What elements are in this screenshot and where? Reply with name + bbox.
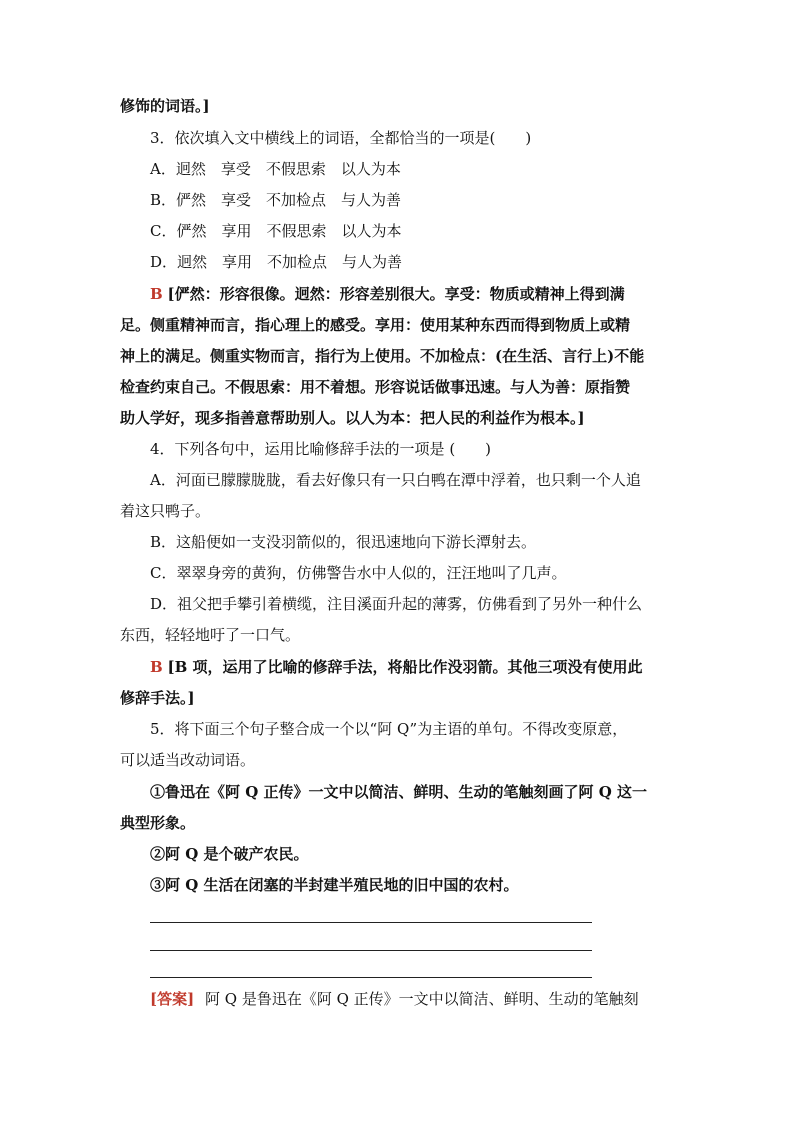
question-5-stem: 5．将下面三个句子整合成一个以“阿 Q”为主语的单句。不得改变原意，	[150, 720, 628, 738]
answer-tag: [答案]	[150, 990, 195, 1008]
text-line: 修饰的词语。]	[120, 97, 210, 115]
question-4-option-c: C．翠翠身旁的黄狗，仿佛警告水中人似的，汪汪地叫了几声。	[150, 564, 567, 582]
question-5-stem-cont: 可以适当改动词语。	[120, 751, 256, 769]
answer-letter: B	[150, 658, 163, 676]
answer-text: [俨然：形容很像。迥然：形容差别很大。享受：物质或精神上得到满	[167, 285, 625, 303]
question-4-option-a: A．河面已朦朦胧胧，看去好像只有一只白鸭在潭中浮着，也只剩一个人追	[150, 471, 641, 489]
question-4-option-d: D．祖父把手攀引着横缆，注目溪面升起的薄雾，仿佛看到了另外一种什么	[150, 595, 643, 613]
answer-3-explanation: 神上的满足。侧重实物而言，指行为上使用。不加检点：(在生活、言行上)不能	[120, 347, 645, 365]
question-3-stem: 3．依次填入文中横线上的词语，全都恰当的一项是( )	[150, 129, 532, 147]
question-3-option-a: A．迥然 享受 不假思索 以人为本	[150, 160, 401, 178]
question-4-option-a-cont: 着这只鸭子。	[120, 502, 211, 520]
answer-blank-line	[150, 977, 592, 978]
sentence-3: ③阿 Q 生活在闭塞的半封建半殖民地的旧中国的农村。	[150, 876, 519, 894]
question-3-option-c: C．俨然 享用 不假思索 以人为本	[150, 222, 402, 240]
question-4-option-b: B．这船便如一支没羽箭似的，很迅速地向下游长潭射去。	[150, 533, 537, 551]
sentence-2: ②阿 Q 是个破产农民。	[150, 845, 309, 863]
answer-4-explanation: 修辞手法。]	[120, 689, 195, 707]
answer-3-explanation-first-line	[150, 283, 680, 305]
question-3-option-d: D．迥然 享用 不加检点 与人为善	[150, 253, 403, 271]
answer-4-explanation-first-line	[150, 656, 680, 678]
answer-letter: B	[150, 285, 163, 303]
answer-text: 阿 Q 是鲁迅在《阿 Q 正传》一文中以简洁、鲜明、生动的笔触刻	[204, 990, 639, 1008]
answer-5-first-line	[150, 988, 680, 1010]
question-3-option-b: B．俨然 享受 不加检点 与人为善	[150, 191, 402, 209]
answer-text: [B 项，运用了比喻的修辞手法，将船比作没羽箭。其他三项没有使用此	[167, 658, 643, 676]
answer-blank-line	[150, 922, 592, 923]
answer-3-explanation: 助人学好，现多指善意帮助别人。以人为本：把人民的利益作为根本。]	[120, 409, 585, 427]
answer-3-explanation: 检查约束自己。不假思索：用不着想。形容说话做事迅速。与人为善：原指赞	[120, 378, 631, 396]
sentence-1: ①鲁迅在《阿 Q 正传》一文中以简洁、鲜明、生动的笔触刻画了阿 Q 这一	[150, 783, 648, 801]
sentence-1-cont: 典型形象。	[120, 814, 196, 832]
question-4-option-d-cont: 东西，轻轻地吁了一口气。	[120, 626, 301, 644]
answer-3-explanation: 足。侧重精神而言，指心理上的感受。享用：使用某种东西而得到物质上或精	[120, 316, 631, 334]
question-4-stem: 4．下列各句中，运用比喻修辞手法的一项是 ( )	[150, 440, 492, 458]
answer-blank-line	[150, 950, 592, 951]
